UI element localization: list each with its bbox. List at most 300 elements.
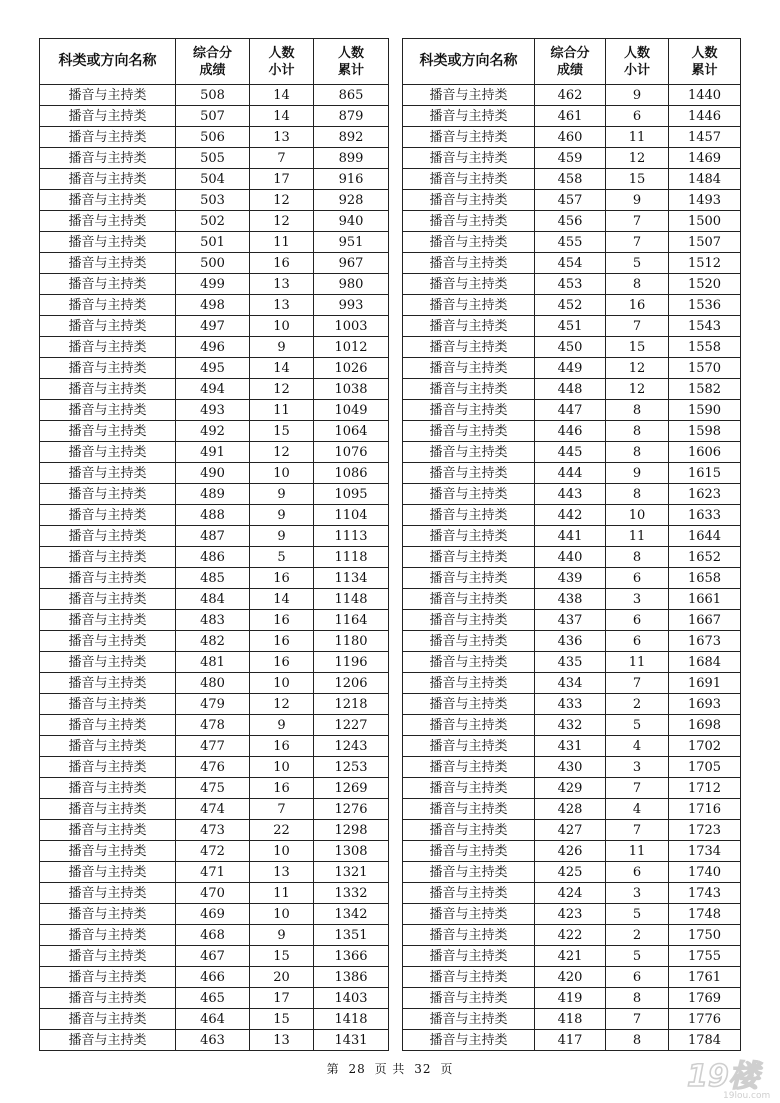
cell-count: 6 bbox=[606, 862, 669, 883]
table-row bbox=[40, 526, 389, 547]
table-row bbox=[40, 589, 389, 610]
cell-cumulative: 1520 bbox=[669, 274, 741, 295]
cell-category: 播音与主持类 bbox=[403, 904, 535, 925]
cell-cumulative: 1507 bbox=[669, 232, 741, 253]
cell-score: 466 bbox=[176, 967, 250, 988]
cell-category: 播音与主持类 bbox=[403, 127, 535, 148]
cell-score: 421 bbox=[535, 946, 606, 967]
cell-count: 12 bbox=[250, 379, 314, 400]
table-row bbox=[403, 337, 741, 358]
cell-cumulative: 1269 bbox=[314, 778, 389, 799]
table-row bbox=[403, 274, 741, 295]
cell-category: 播音与主持类 bbox=[403, 925, 535, 946]
cell-count: 10 bbox=[606, 505, 669, 526]
cell-score: 426 bbox=[535, 841, 606, 862]
cell-cumulative: 1644 bbox=[669, 526, 741, 547]
cell-score: 481 bbox=[176, 652, 250, 673]
cell-category: 播音与主持类 bbox=[40, 85, 176, 106]
cell-score: 491 bbox=[176, 442, 250, 463]
table-row bbox=[403, 946, 741, 967]
cell-count: 16 bbox=[250, 610, 314, 631]
cell-category: 播音与主持类 bbox=[40, 673, 176, 694]
cell-count: 10 bbox=[250, 673, 314, 694]
table-row bbox=[403, 736, 741, 757]
table-body bbox=[403, 85, 741, 1051]
cell-cumulative: 1253 bbox=[314, 757, 389, 778]
cell-cumulative: 1076 bbox=[314, 442, 389, 463]
cell-category: 播音与主持类 bbox=[403, 799, 535, 820]
cell-cumulative: 1512 bbox=[669, 253, 741, 274]
cell-count: 2 bbox=[606, 925, 669, 946]
cell-score: 467 bbox=[176, 946, 250, 967]
table-row bbox=[403, 400, 741, 421]
cell-score: 484 bbox=[176, 589, 250, 610]
cell-category: 播音与主持类 bbox=[403, 694, 535, 715]
cell-count: 8 bbox=[606, 988, 669, 1009]
cell-count: 11 bbox=[250, 400, 314, 421]
cell-cumulative: 1026 bbox=[314, 358, 389, 379]
cell-count: 7 bbox=[250, 148, 314, 169]
watermark-text: 19楼 bbox=[687, 1059, 759, 1094]
cell-count: 6 bbox=[606, 568, 669, 589]
cell-score: 454 bbox=[535, 253, 606, 274]
cell-cumulative: 1321 bbox=[314, 862, 389, 883]
cell-count: 7 bbox=[606, 1009, 669, 1030]
cell-score: 458 bbox=[535, 169, 606, 190]
cell-category: 播音与主持类 bbox=[40, 799, 176, 820]
cell-category: 播音与主持类 bbox=[403, 400, 535, 421]
cell-category: 播音与主持类 bbox=[40, 883, 176, 904]
cell-cumulative: 1536 bbox=[669, 295, 741, 316]
cell-score: 433 bbox=[535, 694, 606, 715]
cell-count: 4 bbox=[606, 736, 669, 757]
cell-score: 476 bbox=[176, 757, 250, 778]
cell-count: 7 bbox=[606, 778, 669, 799]
cell-score: 452 bbox=[535, 295, 606, 316]
table-row bbox=[40, 211, 389, 232]
table-row bbox=[40, 148, 389, 169]
cell-count: 8 bbox=[606, 547, 669, 568]
cell-category: 播音与主持类 bbox=[403, 715, 535, 736]
cell-cumulative: 967 bbox=[314, 253, 389, 274]
cell-category: 播音与主持类 bbox=[403, 946, 535, 967]
cell-category: 播音与主持类 bbox=[40, 925, 176, 946]
cell-cumulative: 1761 bbox=[669, 967, 741, 988]
cell-category: 播音与主持类 bbox=[403, 274, 535, 295]
table-row bbox=[40, 169, 389, 190]
cell-score: 448 bbox=[535, 379, 606, 400]
table-header bbox=[40, 39, 389, 85]
cell-score: 479 bbox=[176, 694, 250, 715]
cell-cumulative: 1440 bbox=[669, 85, 741, 106]
cell-cumulative: 1570 bbox=[669, 358, 741, 379]
table-row bbox=[40, 337, 389, 358]
cell-category: 播音与主持类 bbox=[403, 421, 535, 442]
cell-score: 508 bbox=[176, 85, 250, 106]
table-row bbox=[403, 148, 741, 169]
cell-category: 播音与主持类 bbox=[40, 442, 176, 463]
cell-cumulative: 899 bbox=[314, 148, 389, 169]
cell-cumulative: 1457 bbox=[669, 127, 741, 148]
cell-score: 506 bbox=[176, 127, 250, 148]
cell-count: 14 bbox=[250, 106, 314, 127]
cell-category: 播音与主持类 bbox=[403, 589, 535, 610]
cell-cumulative: 1615 bbox=[669, 463, 741, 484]
cell-score: 471 bbox=[176, 862, 250, 883]
cell-category: 播音与主持类 bbox=[403, 484, 535, 505]
cell-score: 492 bbox=[176, 421, 250, 442]
table-row bbox=[40, 547, 389, 568]
table-row bbox=[403, 757, 741, 778]
cell-category: 播音与主持类 bbox=[40, 484, 176, 505]
cell-score: 486 bbox=[176, 547, 250, 568]
cell-cumulative: 1667 bbox=[669, 610, 741, 631]
footer-prefix: 第 bbox=[326, 1062, 340, 1076]
cell-count: 5 bbox=[606, 715, 669, 736]
cell-score: 480 bbox=[176, 673, 250, 694]
cell-score: 469 bbox=[176, 904, 250, 925]
cell-count: 11 bbox=[250, 232, 314, 253]
table-row bbox=[403, 463, 741, 484]
cell-count: 7 bbox=[606, 673, 669, 694]
cell-cumulative: 980 bbox=[314, 274, 389, 295]
cell-count: 10 bbox=[250, 757, 314, 778]
cell-cumulative: 1716 bbox=[669, 799, 741, 820]
cell-category: 播音与主持类 bbox=[40, 631, 176, 652]
cell-cumulative: 1748 bbox=[669, 904, 741, 925]
table-header bbox=[403, 39, 741, 85]
cell-category: 播音与主持类 bbox=[40, 316, 176, 337]
cell-category: 播音与主持类 bbox=[40, 778, 176, 799]
cell-score: 432 bbox=[535, 715, 606, 736]
cell-count: 12 bbox=[606, 358, 669, 379]
table-row bbox=[403, 610, 741, 631]
cell-category: 播音与主持类 bbox=[403, 337, 535, 358]
cell-score: 495 bbox=[176, 358, 250, 379]
cell-score: 465 bbox=[176, 988, 250, 1009]
cell-cumulative: 1723 bbox=[669, 820, 741, 841]
header-name: 科类或方向名称 bbox=[40, 39, 176, 85]
cell-score: 434 bbox=[535, 673, 606, 694]
cell-score: 497 bbox=[176, 316, 250, 337]
cell-count: 14 bbox=[250, 358, 314, 379]
table-row bbox=[403, 547, 741, 568]
cell-count: 8 bbox=[606, 1030, 669, 1051]
cell-category: 播音与主持类 bbox=[40, 211, 176, 232]
cell-cumulative: 1164 bbox=[314, 610, 389, 631]
table-row bbox=[40, 1030, 389, 1051]
cell-cumulative: 1180 bbox=[314, 631, 389, 652]
cell-score: 429 bbox=[535, 778, 606, 799]
table-row bbox=[40, 400, 389, 421]
cell-cumulative: 951 bbox=[314, 232, 389, 253]
cell-cumulative: 1298 bbox=[314, 820, 389, 841]
cell-category: 播音与主持类 bbox=[40, 547, 176, 568]
cell-category: 播音与主持类 bbox=[40, 190, 176, 211]
cell-count: 9 bbox=[606, 85, 669, 106]
cell-category: 播音与主持类 bbox=[403, 841, 535, 862]
cell-category: 播音与主持类 bbox=[40, 358, 176, 379]
table-row bbox=[40, 925, 389, 946]
cell-cumulative: 1712 bbox=[669, 778, 741, 799]
cell-score: 436 bbox=[535, 631, 606, 652]
cell-category: 播音与主持类 bbox=[40, 988, 176, 1009]
table-row bbox=[403, 904, 741, 925]
table-row bbox=[403, 106, 741, 127]
table-row bbox=[40, 190, 389, 211]
cell-category: 播音与主持类 bbox=[403, 379, 535, 400]
cell-count: 7 bbox=[606, 232, 669, 253]
cell-count: 9 bbox=[250, 505, 314, 526]
cell-count: 13 bbox=[250, 127, 314, 148]
cell-cumulative: 1769 bbox=[669, 988, 741, 1009]
header-cumulative: 人数 累计 bbox=[314, 39, 389, 85]
cell-count: 11 bbox=[606, 526, 669, 547]
cell-score: 439 bbox=[535, 568, 606, 589]
cell-cumulative: 1276 bbox=[314, 799, 389, 820]
table-row bbox=[403, 505, 741, 526]
page-number: 28 bbox=[348, 1062, 366, 1076]
cell-category: 播音与主持类 bbox=[40, 505, 176, 526]
score-table-right bbox=[402, 38, 741, 1051]
cell-cumulative: 1658 bbox=[669, 568, 741, 589]
cell-cumulative: 1243 bbox=[314, 736, 389, 757]
cell-cumulative: 865 bbox=[314, 85, 389, 106]
cell-category: 播音与主持类 bbox=[40, 526, 176, 547]
cell-score: 420 bbox=[535, 967, 606, 988]
cell-count: 7 bbox=[606, 211, 669, 232]
cell-count: 9 bbox=[250, 337, 314, 358]
cell-score: 490 bbox=[176, 463, 250, 484]
cell-category: 播音与主持类 bbox=[40, 946, 176, 967]
header-count: 人数 小计 bbox=[250, 39, 314, 85]
cell-count: 5 bbox=[606, 253, 669, 274]
cell-score: 504 bbox=[176, 169, 250, 190]
table-row bbox=[40, 85, 389, 106]
cell-score: 417 bbox=[535, 1030, 606, 1051]
table-row bbox=[40, 757, 389, 778]
cell-category: 播音与主持类 bbox=[40, 1030, 176, 1051]
cell-category: 播音与主持类 bbox=[403, 547, 535, 568]
table-row bbox=[40, 820, 389, 841]
cell-count: 15 bbox=[606, 169, 669, 190]
cell-count: 2 bbox=[606, 694, 669, 715]
cell-score: 485 bbox=[176, 568, 250, 589]
table-row bbox=[40, 253, 389, 274]
cell-category: 播音与主持类 bbox=[40, 169, 176, 190]
cell-count: 11 bbox=[250, 883, 314, 904]
cell-score: 498 bbox=[176, 295, 250, 316]
header-count: 人数 小计 bbox=[606, 39, 669, 85]
cell-score: 488 bbox=[176, 505, 250, 526]
table-row bbox=[40, 274, 389, 295]
cell-count: 4 bbox=[606, 799, 669, 820]
cell-cumulative: 1590 bbox=[669, 400, 741, 421]
cell-score: 483 bbox=[176, 610, 250, 631]
table-row bbox=[403, 589, 741, 610]
table-row bbox=[40, 316, 389, 337]
cell-count: 15 bbox=[606, 337, 669, 358]
cell-score: 501 bbox=[176, 232, 250, 253]
cell-count: 8 bbox=[606, 442, 669, 463]
cell-count: 8 bbox=[606, 400, 669, 421]
cell-score: 457 bbox=[535, 190, 606, 211]
table-row bbox=[40, 484, 389, 505]
table-row bbox=[403, 568, 741, 589]
cell-cumulative: 1148 bbox=[314, 589, 389, 610]
table-row bbox=[403, 358, 741, 379]
cell-category: 播音与主持类 bbox=[403, 505, 535, 526]
table-row bbox=[403, 820, 741, 841]
cell-cumulative: 1446 bbox=[669, 106, 741, 127]
cell-category: 播音与主持类 bbox=[40, 463, 176, 484]
cell-category: 播音与主持类 bbox=[403, 1009, 535, 1030]
table-row bbox=[40, 904, 389, 925]
table-row bbox=[403, 526, 741, 547]
table-row bbox=[40, 358, 389, 379]
table-row bbox=[40, 295, 389, 316]
cell-score: 440 bbox=[535, 547, 606, 568]
table-row bbox=[40, 862, 389, 883]
cell-count: 12 bbox=[606, 379, 669, 400]
cell-category: 播音与主持类 bbox=[40, 379, 176, 400]
cell-score: 445 bbox=[535, 442, 606, 463]
cell-category: 播音与主持类 bbox=[403, 358, 535, 379]
cell-cumulative: 1342 bbox=[314, 904, 389, 925]
table-row bbox=[40, 715, 389, 736]
cell-count: 11 bbox=[606, 841, 669, 862]
cell-count: 8 bbox=[606, 421, 669, 442]
cell-count: 10 bbox=[250, 841, 314, 862]
cell-cumulative: 1750 bbox=[669, 925, 741, 946]
cell-category: 播音与主持类 bbox=[40, 820, 176, 841]
cell-score: 503 bbox=[176, 190, 250, 211]
cell-category: 播音与主持类 bbox=[403, 862, 535, 883]
table-row bbox=[403, 862, 741, 883]
cell-cumulative: 1652 bbox=[669, 547, 741, 568]
cell-cumulative: 1633 bbox=[669, 505, 741, 526]
cell-cumulative: 1598 bbox=[669, 421, 741, 442]
cell-score: 507 bbox=[176, 106, 250, 127]
table-row bbox=[403, 1030, 741, 1051]
cell-count: 3 bbox=[606, 757, 669, 778]
cell-score: 459 bbox=[535, 148, 606, 169]
cell-cumulative: 1086 bbox=[314, 463, 389, 484]
footer-suffix: 页 bbox=[440, 1062, 454, 1076]
cell-count: 17 bbox=[250, 169, 314, 190]
cell-cumulative: 1661 bbox=[669, 589, 741, 610]
cell-cumulative: 1776 bbox=[669, 1009, 741, 1030]
score-table-left bbox=[39, 38, 389, 1051]
cell-category: 播音与主持类 bbox=[40, 652, 176, 673]
cell-category: 播音与主持类 bbox=[403, 211, 535, 232]
cell-category: 播音与主持类 bbox=[403, 652, 535, 673]
cell-cumulative: 1012 bbox=[314, 337, 389, 358]
table-row bbox=[40, 736, 389, 757]
cell-category: 播音与主持类 bbox=[40, 295, 176, 316]
cell-cumulative: 1734 bbox=[669, 841, 741, 862]
cell-category: 播音与主持类 bbox=[40, 736, 176, 757]
table-row bbox=[403, 988, 741, 1009]
cell-cumulative: 1543 bbox=[669, 316, 741, 337]
table-row bbox=[40, 505, 389, 526]
cell-cumulative: 993 bbox=[314, 295, 389, 316]
cell-cumulative: 1705 bbox=[669, 757, 741, 778]
cell-score: 487 bbox=[176, 526, 250, 547]
cell-score: 472 bbox=[176, 841, 250, 862]
cell-score: 441 bbox=[535, 526, 606, 547]
cell-cumulative: 1693 bbox=[669, 694, 741, 715]
cell-category: 播音与主持类 bbox=[403, 988, 535, 1009]
cell-category: 播音与主持类 bbox=[403, 169, 535, 190]
cell-score: 474 bbox=[176, 799, 250, 820]
table-row bbox=[40, 694, 389, 715]
cell-score: 475 bbox=[176, 778, 250, 799]
cell-score: 463 bbox=[176, 1030, 250, 1051]
cell-count: 16 bbox=[250, 652, 314, 673]
cell-cumulative: 1206 bbox=[314, 673, 389, 694]
header-name: 科类或方向名称 bbox=[403, 39, 535, 85]
cell-score: 470 bbox=[176, 883, 250, 904]
header-cumulative: 人数 累计 bbox=[669, 39, 741, 85]
cell-category: 播音与主持类 bbox=[40, 421, 176, 442]
cell-score: 482 bbox=[176, 631, 250, 652]
cell-score: 453 bbox=[535, 274, 606, 295]
cell-category: 播音与主持类 bbox=[403, 967, 535, 988]
cell-count: 16 bbox=[250, 253, 314, 274]
cell-category: 播音与主持类 bbox=[403, 610, 535, 631]
cell-score: 477 bbox=[176, 736, 250, 757]
cell-cumulative: 1684 bbox=[669, 652, 741, 673]
table-row bbox=[40, 799, 389, 820]
cell-category: 播音与主持类 bbox=[403, 673, 535, 694]
cell-category: 播音与主持类 bbox=[40, 232, 176, 253]
cell-count: 15 bbox=[250, 946, 314, 967]
cell-cumulative: 1064 bbox=[314, 421, 389, 442]
cell-score: 430 bbox=[535, 757, 606, 778]
cell-count: 6 bbox=[606, 967, 669, 988]
cell-count: 11 bbox=[606, 652, 669, 673]
cell-score: 425 bbox=[535, 862, 606, 883]
cell-category: 播音与主持类 bbox=[40, 589, 176, 610]
cell-count: 16 bbox=[250, 568, 314, 589]
cell-count: 8 bbox=[606, 274, 669, 295]
cell-count: 7 bbox=[250, 799, 314, 820]
table-row bbox=[40, 631, 389, 652]
cell-score: 446 bbox=[535, 421, 606, 442]
cell-cumulative: 892 bbox=[314, 127, 389, 148]
cell-category: 播音与主持类 bbox=[403, 757, 535, 778]
cell-category: 播音与主持类 bbox=[403, 106, 535, 127]
cell-count: 20 bbox=[250, 967, 314, 988]
cell-category: 播音与主持类 bbox=[403, 232, 535, 253]
cell-category: 播音与主持类 bbox=[403, 442, 535, 463]
watermark-logo bbox=[683, 1056, 775, 1100]
table-row bbox=[403, 421, 741, 442]
cell-cumulative: 1691 bbox=[669, 673, 741, 694]
table-row bbox=[403, 232, 741, 253]
table-row bbox=[403, 1009, 741, 1030]
cell-cumulative: 1332 bbox=[314, 883, 389, 904]
cell-score: 461 bbox=[535, 106, 606, 127]
table-row bbox=[40, 946, 389, 967]
cell-count: 6 bbox=[606, 631, 669, 652]
table-row bbox=[403, 694, 741, 715]
table-row bbox=[403, 316, 741, 337]
cell-count: 9 bbox=[606, 190, 669, 211]
table-row bbox=[40, 883, 389, 904]
cell-score: 468 bbox=[176, 925, 250, 946]
